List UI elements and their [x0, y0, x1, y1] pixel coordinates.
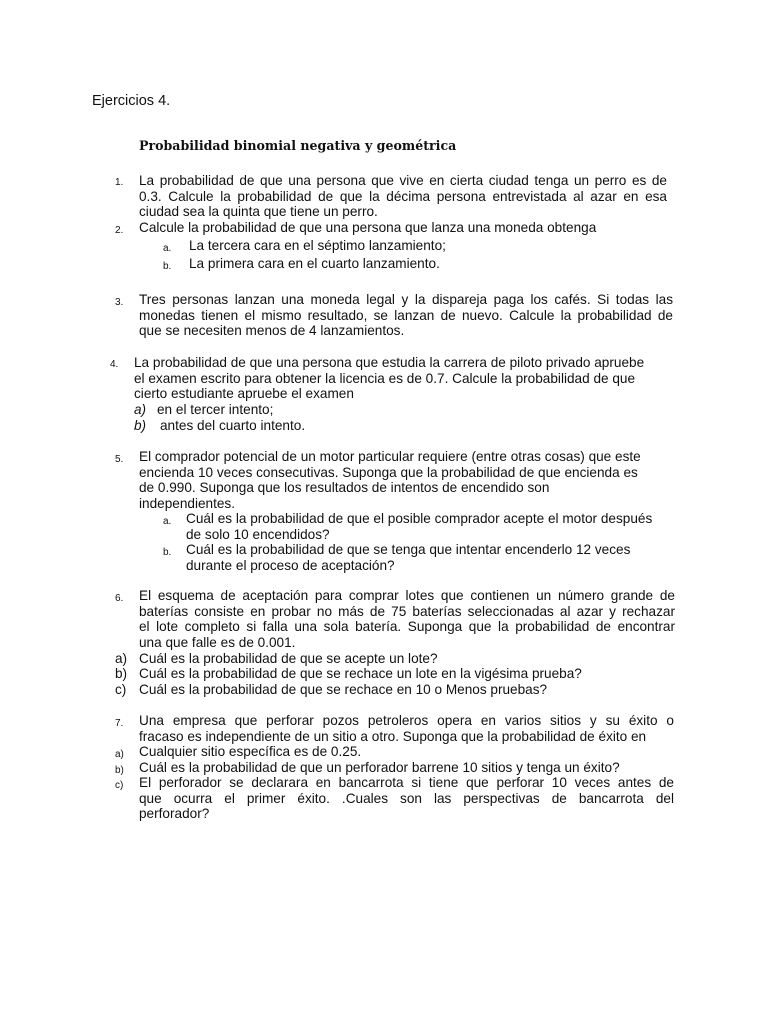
text-line: de solo 10 encendidos? — [186, 526, 330, 542]
text-line: el lote completo si falla una sola batería. Suponga que la probabilidad de encontrar — [139, 619, 675, 635]
text-line: perforador? — [139, 806, 210, 822]
text-line: que ocurra el primer éxito. .Cuales son las perspectivas de bancarrota del — [139, 790, 674, 806]
item-text — [139, 775, 674, 822]
text-line: La probabilidad de que una persona que vive en cierta ciudad tenga un perro es de — [139, 173, 667, 188]
exercise-text — [139, 588, 675, 650]
item-text: en el tercer intento; — [157, 402, 274, 417]
text-line: monedas tienen el mismo resultado, se lanzan de nuevo. Calcule la probabilidad de — [139, 307, 673, 323]
text-line: de 0.990. Suponga que los resultados de intentos de encendido son — [139, 480, 550, 496]
item-text: La primera cara en el cuarto lanzamiento. — [189, 256, 440, 271]
exercise-text — [139, 292, 673, 339]
text-line: independientes. — [139, 495, 235, 511]
item-text — [186, 542, 630, 573]
exercise-text — [139, 713, 674, 744]
item-text: La tercera cara en el séptimo lanzamiento; — [189, 238, 446, 253]
item-text — [186, 511, 652, 542]
item-letter: b) — [134, 418, 147, 433]
exercise-number: 4. — [110, 359, 119, 370]
exercise-text — [134, 355, 644, 402]
text-line: una que falle es de 0.001. — [139, 634, 296, 650]
exercise-text: Calcule la probabilidad de que una persona que lanza una moneda obtenga — [139, 220, 597, 235]
item-text: Cualquier sitio específica es de 0.25. — [139, 744, 362, 759]
exercise-number: 3. — [115, 297, 124, 308]
item-letter: b) — [115, 666, 128, 681]
exercise-number: 7. — [115, 718, 124, 729]
item-text: Cuál es la probabilidad de que un perforador barrene 10 sitios y tenga un éxito? — [139, 760, 620, 775]
section-subtitle: Probabilidad binomial negativa y geométrica — [139, 138, 457, 153]
exercise-number: 1. — [115, 177, 124, 188]
text-line: durante el proceso de aceptación? — [186, 557, 395, 573]
text-line: el examen escrito para obtener la licencia es de 0.7. Calcule la probabilidad de que — [134, 370, 636, 386]
text-line: El comprador potencial de un motor particular requiere (entre otras cosas) que este — [139, 449, 641, 464]
exercise-number: 2. — [115, 225, 124, 236]
item-letter: b. — [163, 261, 172, 272]
text-line: baterías consiste en probar no más de 75 baterías seleccionadas al azar y rechazar — [139, 603, 675, 619]
item-letter: b) — [115, 765, 124, 776]
text-line: 0.3. Calcule la probabilidad de que la décima persona entrevistada al azar en esa — [139, 188, 667, 204]
text-line: Tres personas lanzan una moneda legal y la dispareja paga los cafés. Si todas las — [139, 292, 673, 307]
item-letter: a) — [115, 749, 124, 760]
text-line: que se necesiten menos de 4 lanzamientos. — [139, 323, 405, 339]
item-letter: a) — [134, 402, 147, 417]
item-letter: b. — [163, 547, 172, 558]
text-line: ciudad sea la quinta que tiene un perro. — [139, 204, 378, 220]
item-letter: a) — [115, 651, 128, 666]
item-text: Cuál es la probabilidad de que se rechace un lote en la vigésima prueba? — [139, 666, 582, 681]
exercise-text — [139, 449, 641, 511]
text-line: El perforador se declarara en bancarrota si tiene que perforar 10 veces antes de — [139, 775, 674, 790]
exercise-number: 5. — [115, 454, 124, 465]
text-line: Una empresa que perforar pozos petroleros opera en varios sitios y su éxito o — [139, 713, 674, 728]
item-letter: c) — [115, 780, 124, 791]
item-letter: a. — [163, 516, 172, 527]
item-letter: a. — [163, 243, 172, 254]
item-text: antes del cuarto intento. — [160, 418, 306, 433]
item-text: Cuál es la probabilidad de que se rechace en 10 o Menos pruebas? — [139, 682, 548, 697]
text-line: encienda 10 veces consecutivas. Suponga que la probabilidad de que encienda es — [139, 464, 638, 480]
text-line: El esquema de aceptación para comprar lotes que contienen un número grande de — [139, 588, 675, 603]
text-line: cierto estudiante apruebe el examen — [134, 386, 354, 402]
page-title: Ejercicios 4. — [92, 93, 171, 109]
item-letter: c) — [115, 682, 127, 697]
exercise-number: 6. — [115, 593, 124, 604]
exercise-text — [139, 173, 667, 220]
text-line: Cuál es la probabilidad de que se tenga que intentar encenderlo 12 veces — [186, 542, 631, 557]
text-line: La probabilidad de que una persona que estudia la carrera de piloto privado apruebe — [134, 355, 645, 370]
text-line: fracaso es independiente de un sitio a otro. Suponga que la probabilidad de éxito en — [139, 728, 647, 744]
item-text: Cuál es la probabilidad de que se acepte un lote? — [139, 651, 438, 666]
text-line: Cuál es la probabilidad de que el posible comprador acepte el motor después — [186, 511, 653, 526]
